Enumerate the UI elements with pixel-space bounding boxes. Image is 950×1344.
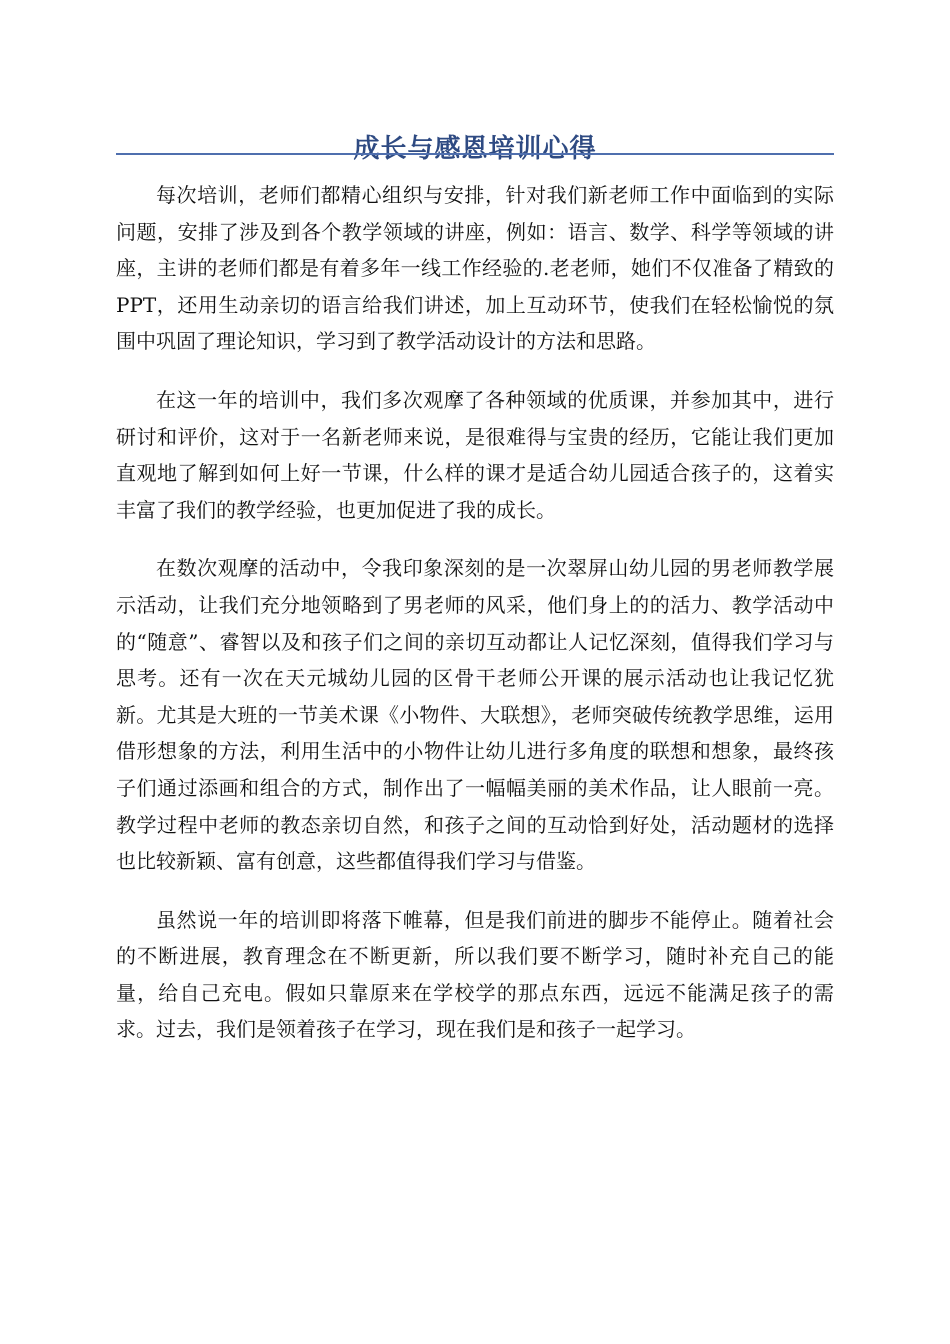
paragraph-2: 在这一年的培训中，我们多次观摩了各种领域的优质课，并参加其中，进行研讨和评价，这对于一名新老师来说，是很难得与宝贵的经历，它能让我们更加直观地了解到如何上好一节课，什么样的课才是适合幼儿园适合孩子的，这着实丰富了我们的教学经验，也更加促进了我的成长。 — [116, 387, 834, 522]
paragraph-4: 虽然说一年的培训即将落下帷幕，但是我们前进的脚步不能停止。随着社会的不断进展，教育理念在不断更新，所以我们要不断学习，随时补充自己的能量，给自己充电。假如只靠原来在学校学的那点东西，远远不能满足孩子的需求。过去，我们是领着孩子在学习，现在我们是和孩子一起学习。 — [116, 907, 834, 1042]
title-underline — [116, 153, 834, 155]
paragraph-3: 在数次观摩的活动中，令我印象深刻的是一次翠屏山幼儿园的男老师教学展示活动，让我们充分地领略到了男老师的风采，他们身上的的活力、教学活动中的“随意”、睿智以及和孩子们之间的亲切互动都让人记忆深刻，值得我们学习与思考。还有一次在天元城幼儿园的区骨干老师公开课的展示活动也让我记忆犹新。尤其是大班的一节美术课《小物件、大联想》，老师突破传统教学思维，运用借形想象的方法，利用生活中的小物件让幼儿进行多角度的联想和想象，最终孩子们通过添画和组合的方式，制作出了一幅幅美丽的美术作品，让人眼前一亮。教学过程中老师的教态亲切自然，和孩子之间的互动恰到好处，活动题材的选择也比较新颖、富有创意，这些都值得我们学习与借鉴。 — [116, 556, 834, 874]
document-body — [116, 177, 834, 1070]
document-title: 成长与感恩培训心得 — [353, 134, 597, 165]
paragraph-1: 每次培训，老师们都精心组织与安排，针对我们新老师工作中面临到的实际问题，安排了涉及到各个教学领域的讲座，例如：语言、数学、科学等领域的讲座，主讲的老师们都是有着多年一线工作经验的.老老师，她们不仅准备了精致的PPT，还用生动亲切的语言给我们讲述，加上互动环节，使我们在轻松愉悦的氛围中巩固了理论知识，学习到了教学活动设计的方法和思路。 — [116, 183, 834, 354]
